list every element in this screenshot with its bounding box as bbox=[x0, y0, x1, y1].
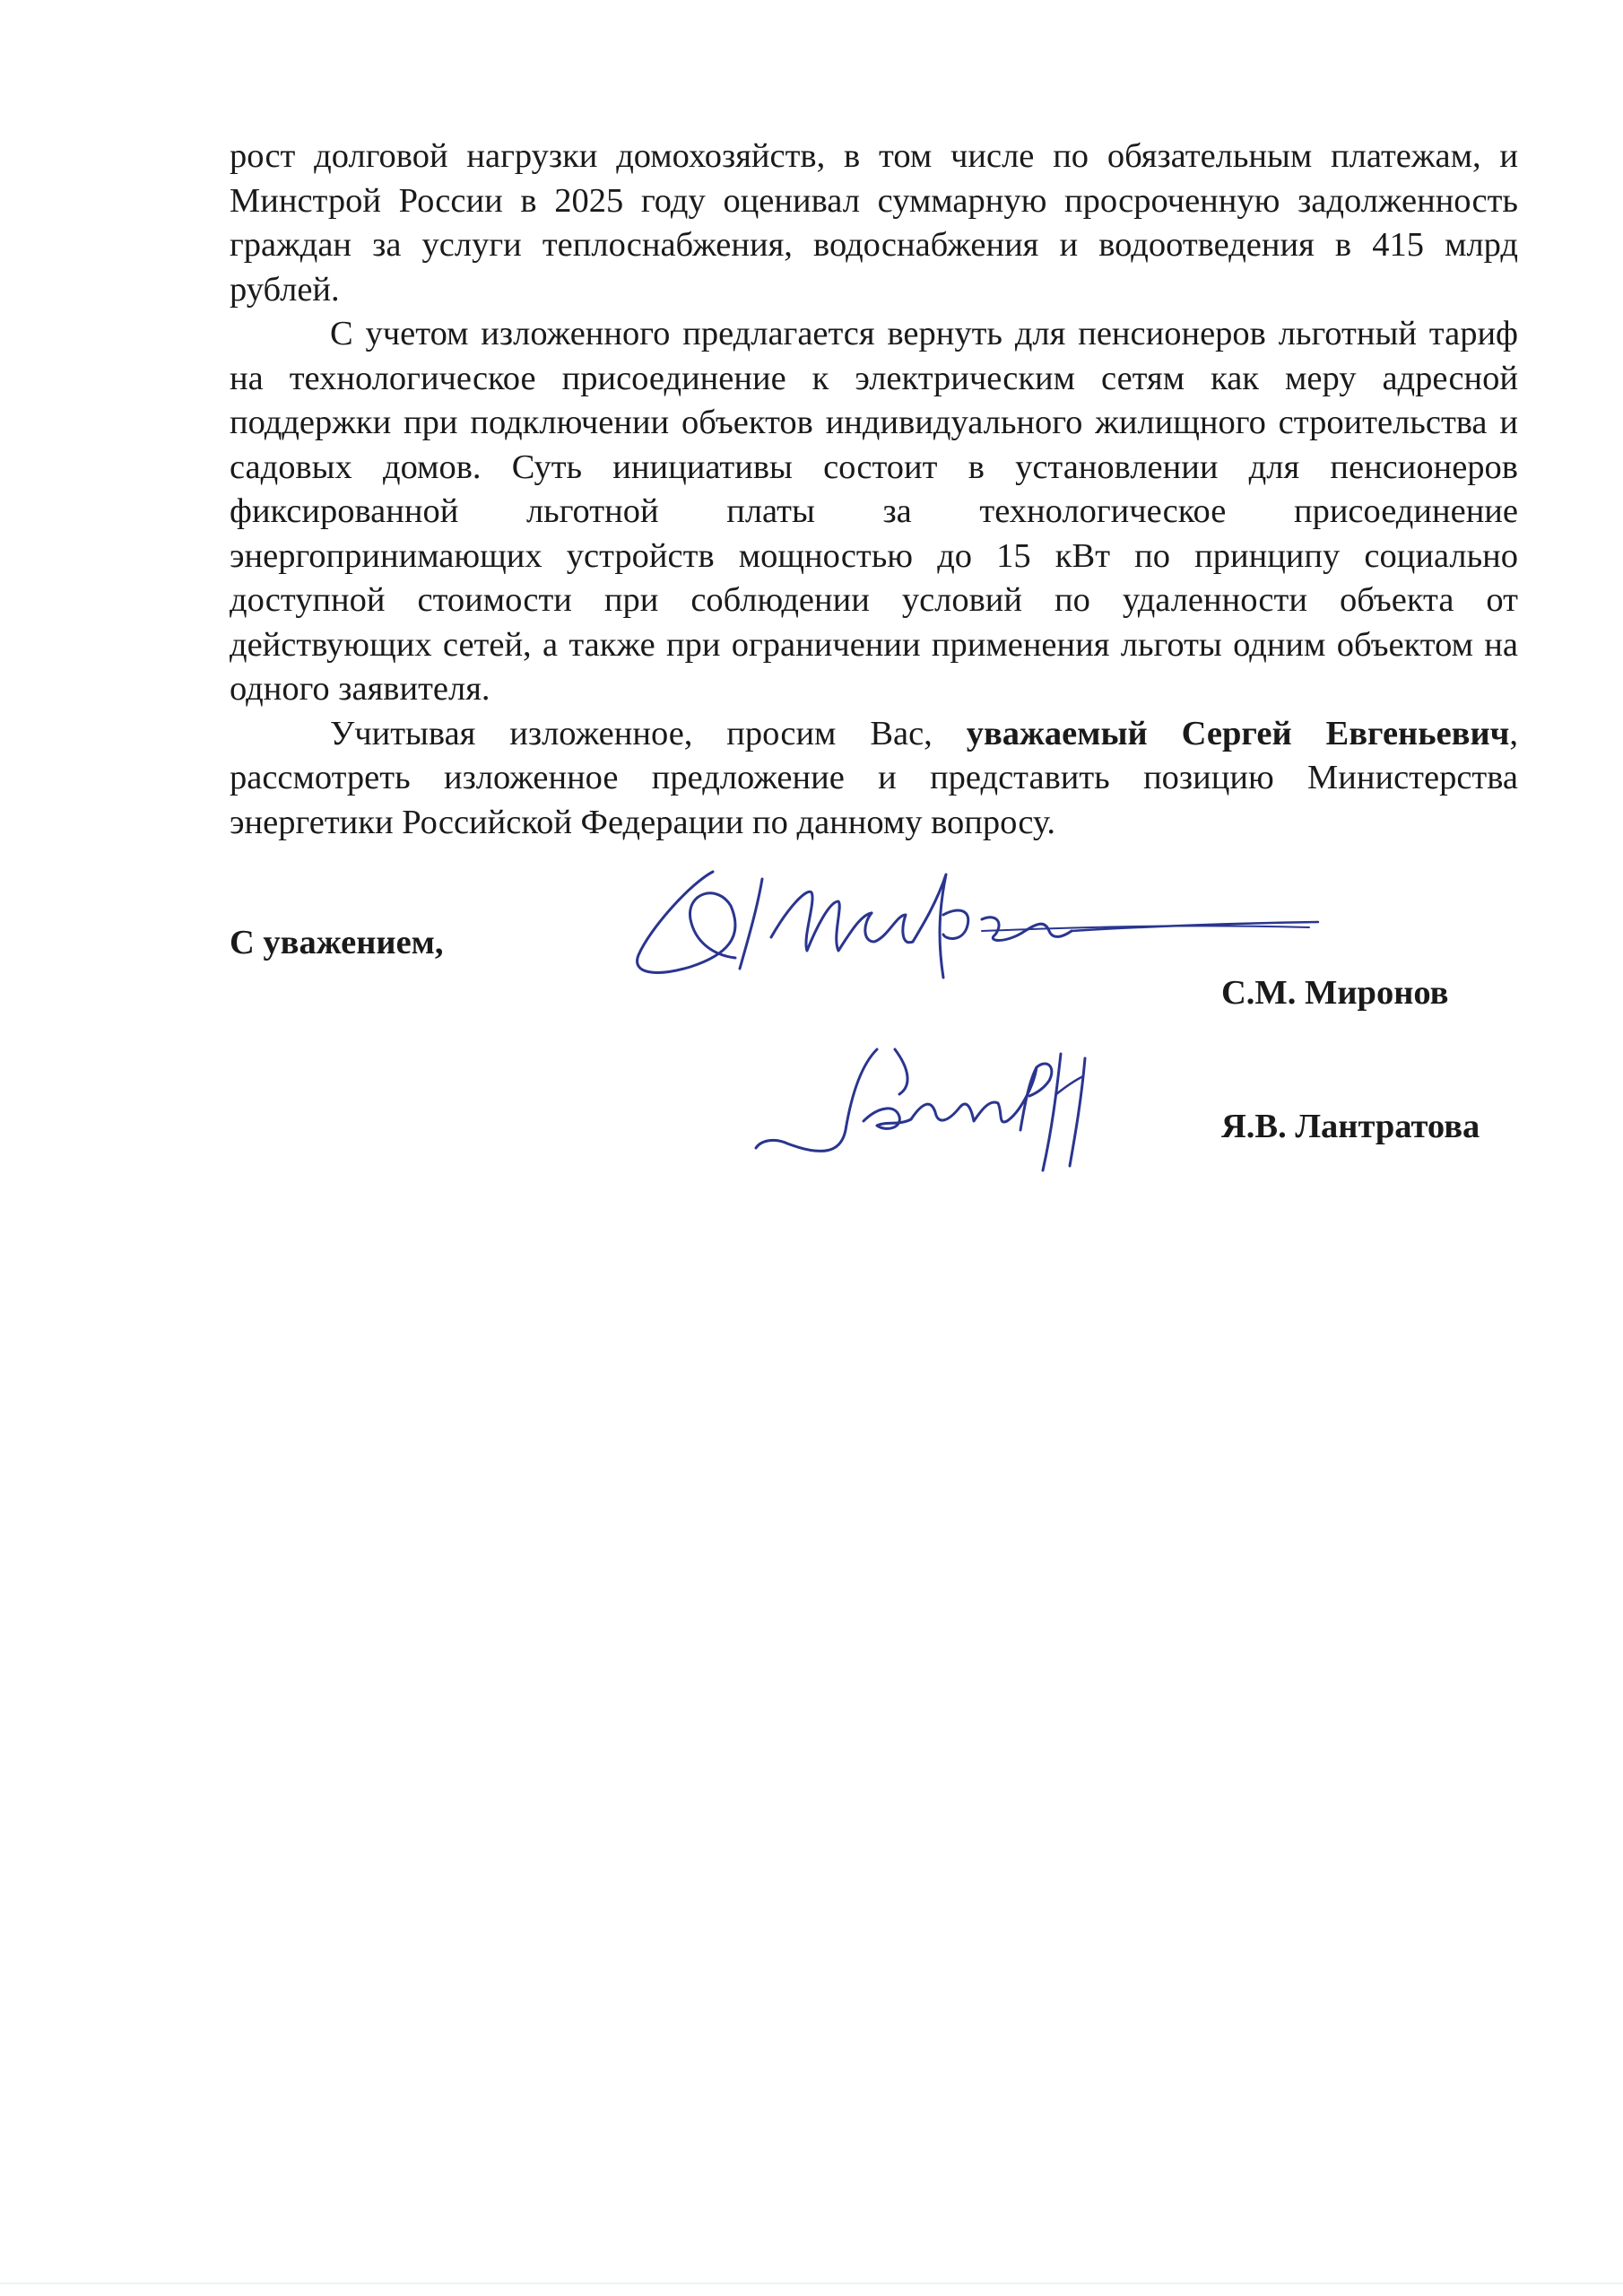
closing-salutation: С уважением, bbox=[230, 924, 444, 961]
scan-edge-line bbox=[0, 2283, 1623, 2284]
paragraph-debt-load: рост долговой нагрузки домохозяйств, в том числе по обязательным платежам, и Минстрой России в 2025 году оценивал суммарную просроченную задолженность граждан за услуги теплоснабжения, водоснабжения и водоотведения в 415 млрд рублей. bbox=[230, 137, 1518, 309]
signature-lantratova bbox=[751, 1031, 1119, 1175]
signer-mironov: С.М. Миронов bbox=[1221, 974, 1449, 1012]
signer-lantratova: Я.В. Лантратова bbox=[1221, 1108, 1480, 1145]
addressee-name: уважаемый Сергей Евгеньевич bbox=[966, 714, 1510, 752]
request-text-after: , рассмотреть изложенное предложение и представить позицию Министерства энергетики Российской Федерации по данному вопросу. bbox=[230, 714, 1518, 841]
request-text-before: Учитывая изложенное, просим Вас, bbox=[330, 714, 967, 752]
letter-body bbox=[230, 135, 1518, 845]
signature-mironov bbox=[628, 852, 1327, 987]
paragraph-request bbox=[230, 712, 1518, 846]
paragraph-proposal: С учетом изложенного предлагается вернуть для пенсионеров льготный тариф на технологическое присоединение к электрическим сетям как меру адресной поддержки при подключении объектов индивидуального жилищного строительства и садовых домов. Суть инициативы состоит в установлении для пенсионеров фиксированной льготной платы за технологическое присоединение энергопринимающих устройств мощностью до 15 кВт по принципу социально доступной стоимости при соблюдении условий по удаленности объекта от действующих сетей, а также при ограничении применения льготы одним объектом на одного заявителя. bbox=[230, 315, 1518, 708]
